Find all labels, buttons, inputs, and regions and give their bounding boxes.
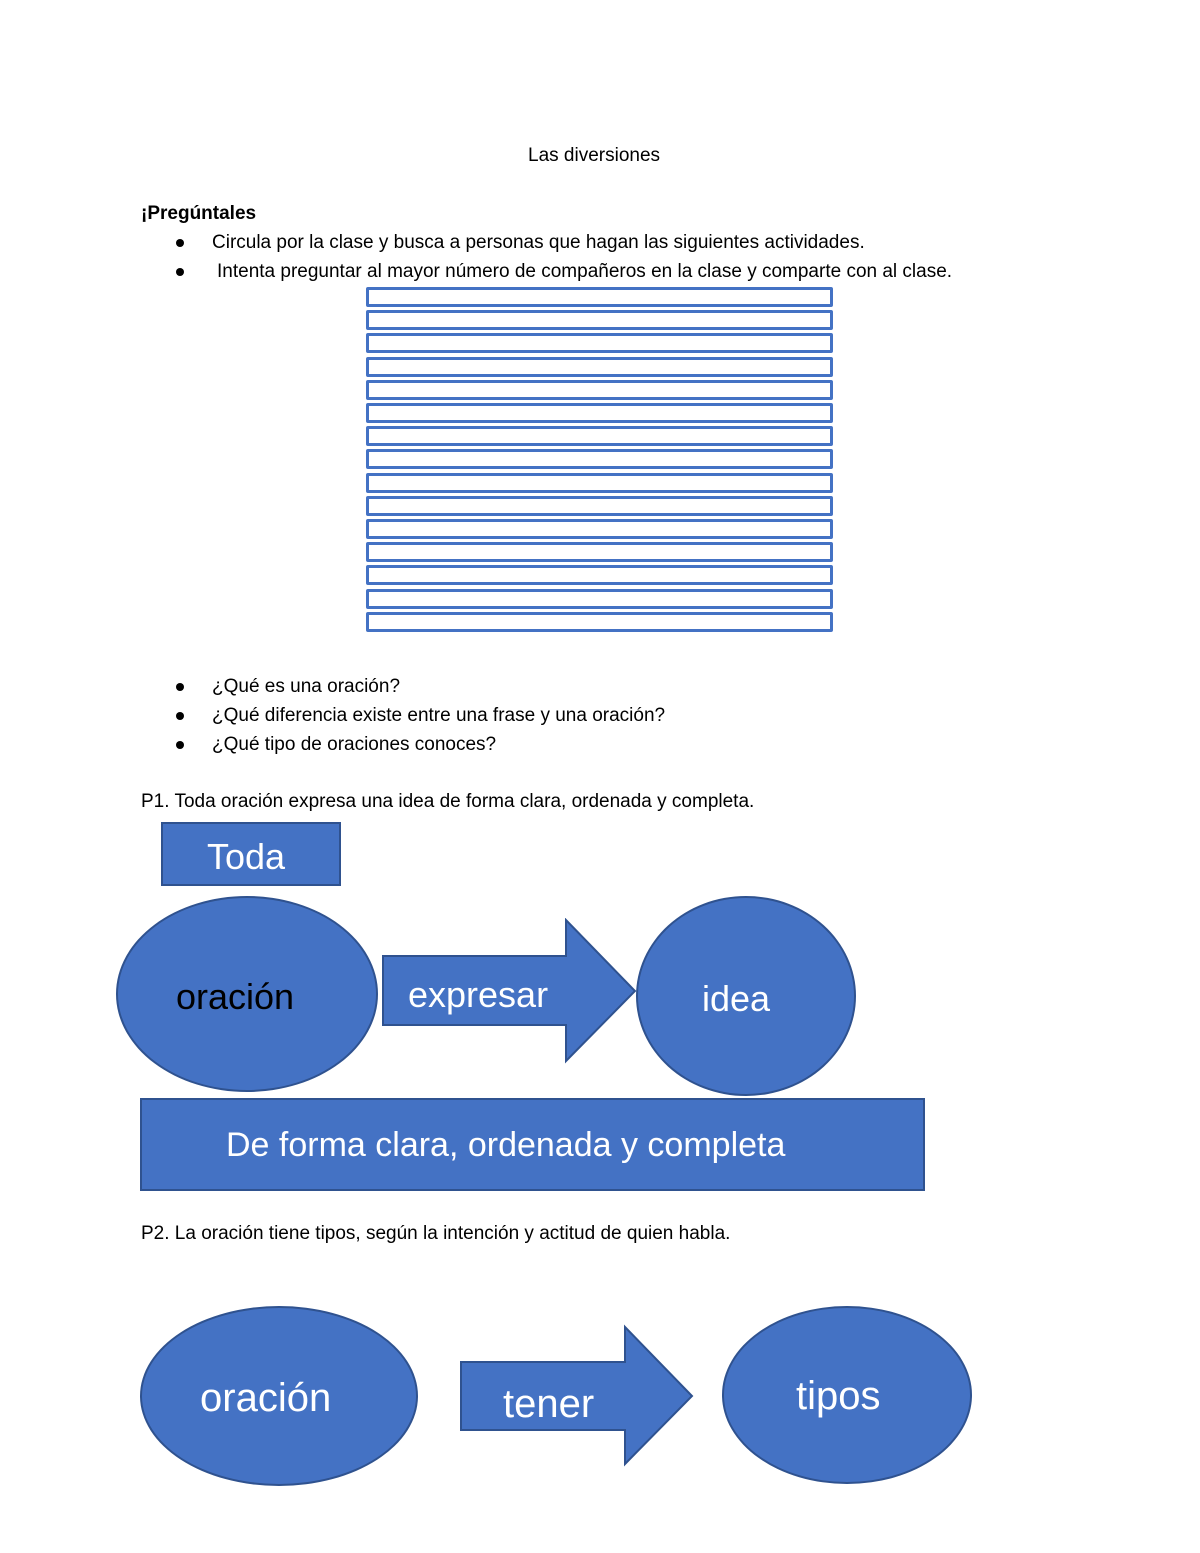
question-item: ¿Qué es una oración? — [212, 676, 401, 697]
question-item: ¿Qué tipo de oraciones conoces? — [212, 734, 497, 755]
table-row — [366, 333, 833, 353]
table-row — [366, 565, 833, 585]
list-item: Intenta preguntar al mayor número de compañeros en la clase y comparte con al clase. — [217, 261, 953, 282]
forma-label: De forma clara, ordenada y completa — [226, 1126, 786, 1164]
table-row — [366, 380, 833, 400]
toda-box — [161, 822, 341, 886]
tipos-ellipse — [722, 1306, 972, 1484]
idea-ellipse — [636, 896, 856, 1096]
table-row — [366, 403, 833, 423]
table-row — [366, 589, 833, 609]
forma-bar — [140, 1098, 925, 1191]
p2-heading: P2. La oración tiene tipos, según la intención y actitud de quien habla. — [141, 1223, 731, 1244]
oracion-ellipse — [116, 896, 378, 1092]
oracion-ellipse-2 — [140, 1306, 418, 1486]
bullet-dot — [176, 239, 184, 247]
bullet-dot — [176, 712, 184, 720]
bullet-dot — [176, 741, 184, 749]
table-row — [366, 496, 833, 516]
toda-label: Toda — [207, 836, 286, 877]
tener-label: tener — [503, 1382, 595, 1426]
oracion-label-2: oración — [200, 1376, 332, 1420]
table-row — [366, 473, 833, 493]
table-row — [366, 426, 833, 446]
bullet-dot — [176, 683, 184, 691]
p1-heading: P1. Toda oración expresa una idea de forma clara, ordenada y completa. — [141, 791, 755, 812]
table-row — [366, 449, 833, 469]
table-row — [366, 357, 833, 377]
question-item: ¿Qué diferencia existe entre una frase y una oración? — [212, 705, 666, 726]
section-heading: ¡Pregúntales — [141, 203, 257, 224]
table-row — [366, 542, 833, 562]
expresar-label: expresar — [408, 974, 549, 1015]
oracion-label: oración — [176, 976, 295, 1017]
list-item: Circula por la clase y busca a personas que hagan las siguientes actividades. — [212, 232, 865, 253]
table-row — [366, 287, 833, 307]
bullet-dot — [176, 268, 184, 276]
table-row — [366, 612, 833, 632]
table-row — [366, 519, 833, 539]
tipos-label: tipos — [796, 1374, 881, 1418]
idea-label: idea — [702, 978, 771, 1019]
table-row — [366, 310, 833, 330]
page-title: Las diversiones — [528, 145, 661, 166]
